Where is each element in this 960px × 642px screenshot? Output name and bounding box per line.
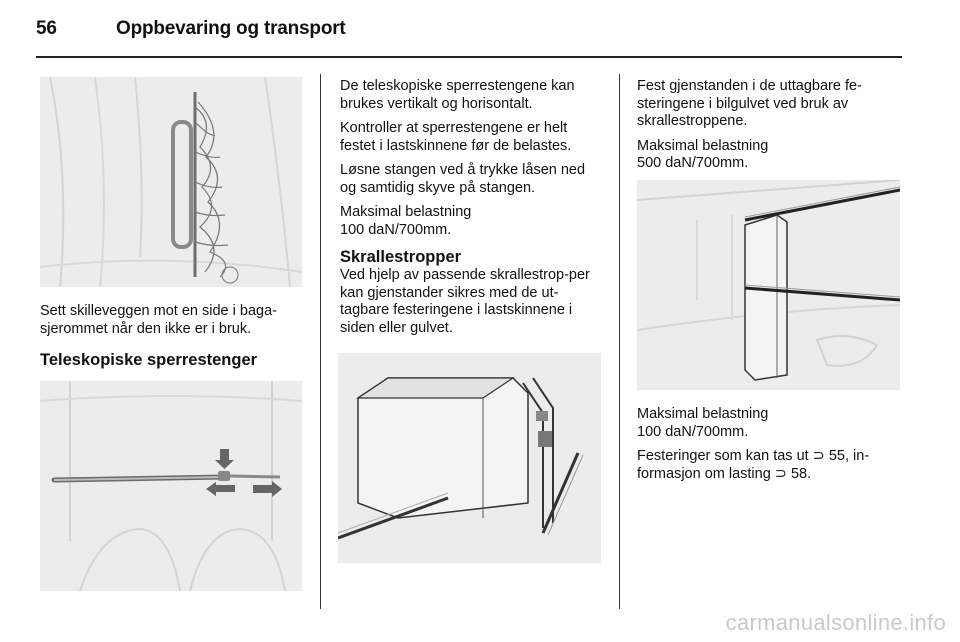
section-heading-telescopic-bars: Teleskopiske sperrestenger: [40, 351, 258, 369]
floor-max-load-label: Maksimal belastning: [637, 137, 769, 154]
telescopic-bar-illustration: [40, 381, 302, 591]
watermark: carmanualsonline.info: [725, 610, 946, 635]
column-divider-1: [320, 74, 321, 609]
ratchet-straps-paragraph: Ved hjelp av passende skrallestrop-per kan gjenstander sikres med de ut-tagbare festeringene i lastskinnene i siden eller gulvet.: [340, 267, 590, 336]
ratchet-strap-box-illustration: [338, 353, 601, 563]
header-rule: [36, 56, 902, 58]
page-header: [36, 18, 902, 58]
strapped-object-illustration: [637, 180, 900, 390]
wall-max-load-value: 100 daN/700mm.: [637, 423, 749, 440]
max-load-label: Maksimal belastning: [340, 204, 472, 220]
floor-max-load: [637, 138, 905, 173]
column-2-text: [340, 78, 604, 344]
page-number: 56: [36, 18, 57, 39]
telescopic-release-paragraph: Løsne stangen ved å trykke låsen ned og samtidig skyve på stangen.: [340, 162, 586, 196]
telescopic-max-load: [340, 204, 604, 239]
fasten-object-paragraph: Fest gjenstanden i de uttagbare fe-steringene i bilgulvet ved bruk av skrallestroppene.: [637, 78, 862, 129]
cross-reference-paragraph: Festeringer som kan tas ut ⊃ 55, in-formasjon om lasting ⊃ 58.: [637, 448, 870, 482]
column-divider-2: [619, 74, 620, 609]
wall-max-load: [637, 406, 905, 441]
max-load-value: 100 daN/700mm.: [340, 221, 452, 238]
floor-max-load-value: 500 daN/700mm.: [637, 155, 749, 171]
telescopic-usage-paragraph: De teleskopiske sperrestengene kan brukes vertikalt og horisontalt.: [340, 78, 575, 112]
page-title: Oppbevaring og transport: [116, 18, 346, 39]
subheading-ratchet-straps: Skrallestropper: [340, 248, 462, 266]
partition-net-illustration: [40, 77, 302, 287]
column-3-text-top: [637, 78, 905, 180]
partition-caption: Sett skilleveggen mot en side i baga- sjerommet når den ikke er i bruk.: [40, 303, 277, 337]
column-3-text-bottom: [637, 406, 905, 490]
telescopic-check-paragraph: Kontroller at sperrestengene er helt festet i lastskinnene før de belastes.: [340, 120, 572, 154]
wall-max-load-label: Maksimal belastning: [637, 406, 769, 422]
